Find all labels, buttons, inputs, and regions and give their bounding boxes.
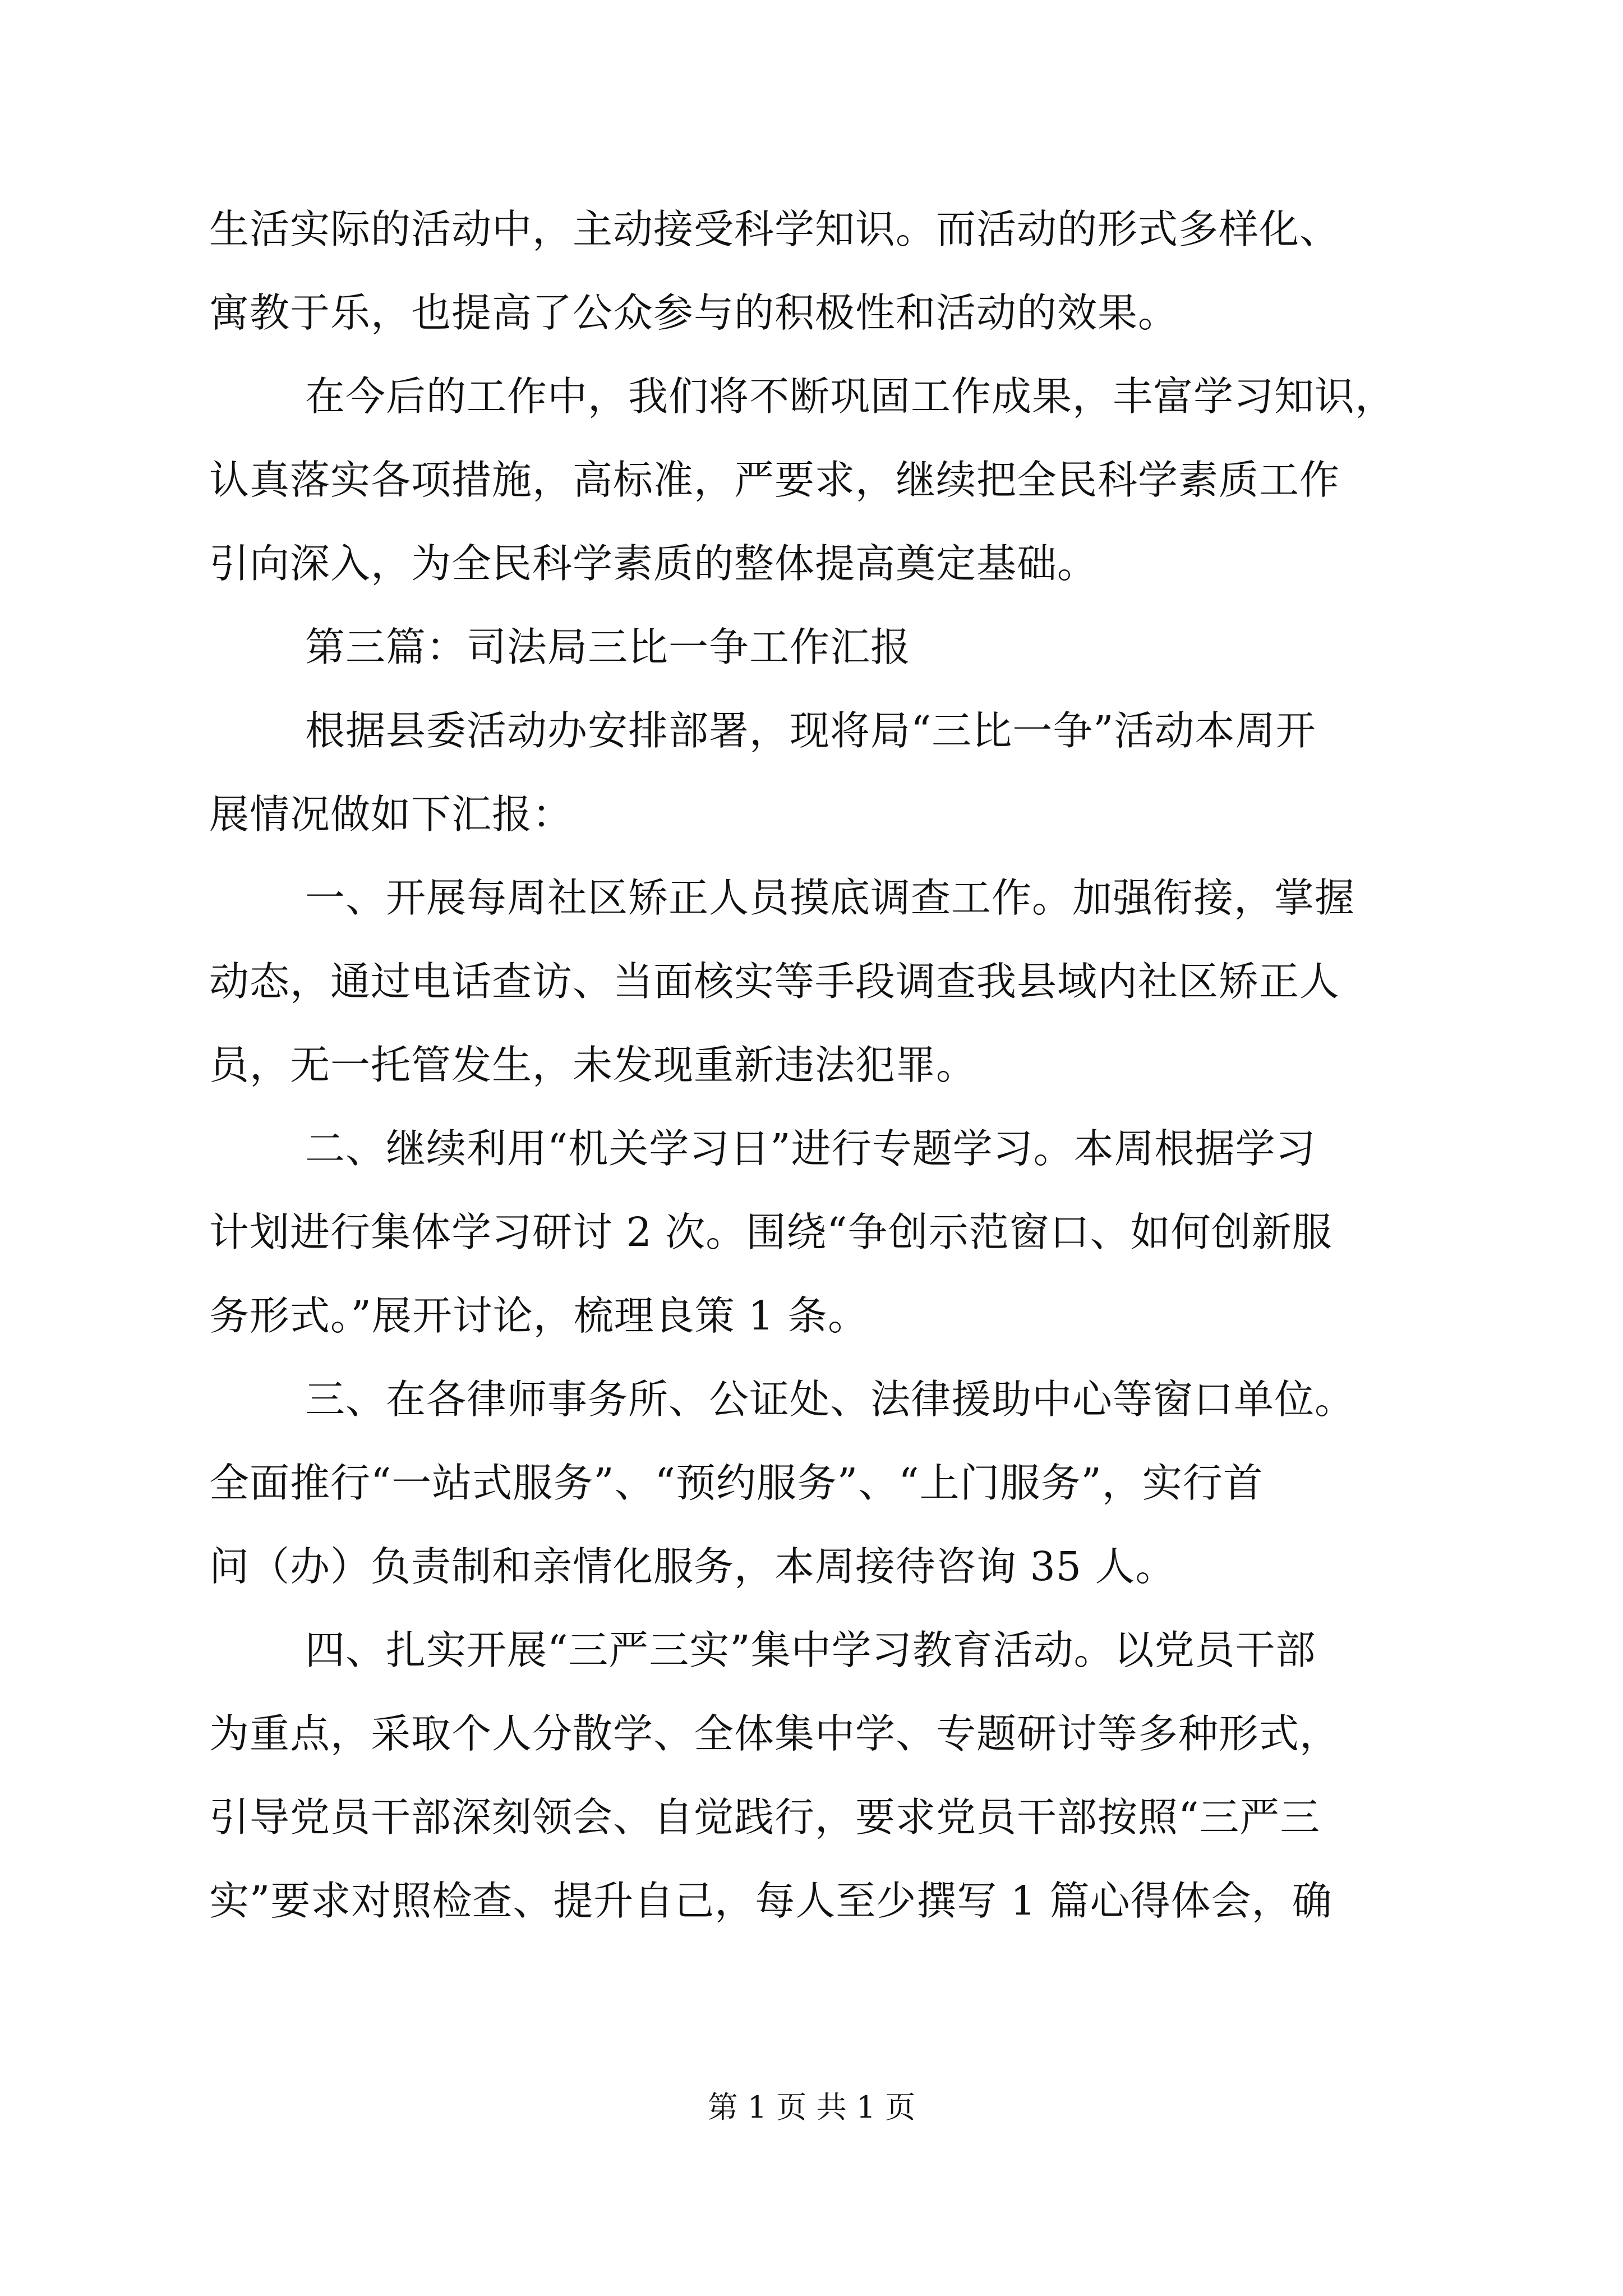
text-line: 员，无一托管发生，未发现重新违法犯罪。 [209, 1042, 977, 1088]
text-line: 二、继续利用“机关学习日”进行专题学习。本周根据学习 [305, 1125, 1316, 1172]
text-line: 在今后的工作中，我们将不断巩固工作成果，丰富学习知识， [305, 373, 1396, 420]
text-line: 计划进行集体学习研讨 2 次。围绕“争创示范窗口、如何创新服 [209, 1209, 1332, 1255]
text-line: 为重点，采取个人分散学、全体集中学、专题研讨等多种形式， [209, 1710, 1340, 1757]
text-line: 引向深入，为全民科学素质的整体提高奠定基础。 [209, 540, 1098, 587]
text-line: 引导党员干部深刻领会、自觉践行，要求党员干部按照“三严三 [209, 1794, 1321, 1841]
text-line: 务形式。”展开讨论，梳理良策 1 条。 [209, 1292, 869, 1339]
section-title: 第三篇：司法局三比一争工作汇报 [305, 624, 911, 670]
text-line: 三、在各律师事务所、公证处、法律援助中心等窗口单位。 [305, 1376, 1355, 1423]
text-line: 认真落实各项措施，高标准，严要求，继续把全民科学素质工作 [209, 457, 1340, 503]
page-number-footer: 第 1 页 共 1 页 [707, 2090, 916, 2125]
text-line: 一、开展每周社区矫正人员摸底调查工作。加强衔接，掌握 [305, 875, 1355, 921]
text-line: 四、扎实开展“三严三实”集中学习教育活动。以党员干部 [305, 1627, 1316, 1673]
text-line: 生活实际的活动中，主动接受科学知识。而活动的形式多样化、 [209, 206, 1340, 252]
text-line: 问（办）负责制和亲情化服务，本周接待咨询 35 人。 [209, 1543, 1176, 1590]
text-line: 实”要求对照检查、提升自己，每人至少撰写 1 篇心得体会，确 [209, 1878, 1332, 1924]
text-line: 全面推行“一站式服务”、“预约服务”、“上门服务”，实行首 [209, 1460, 1264, 1506]
text-line: 动态，通过电话查访、当面核实等手段调查我县域内社区矫正人 [209, 958, 1340, 1005]
text-line: 根据县委活动办安排部署，现将局“三比一争”活动本周开 [305, 707, 1316, 754]
text-line: 寓教于乐，也提高了公众参与的积极性和活动的效果。 [209, 289, 1179, 336]
text-line: 展情况做如下汇报： [209, 791, 573, 838]
